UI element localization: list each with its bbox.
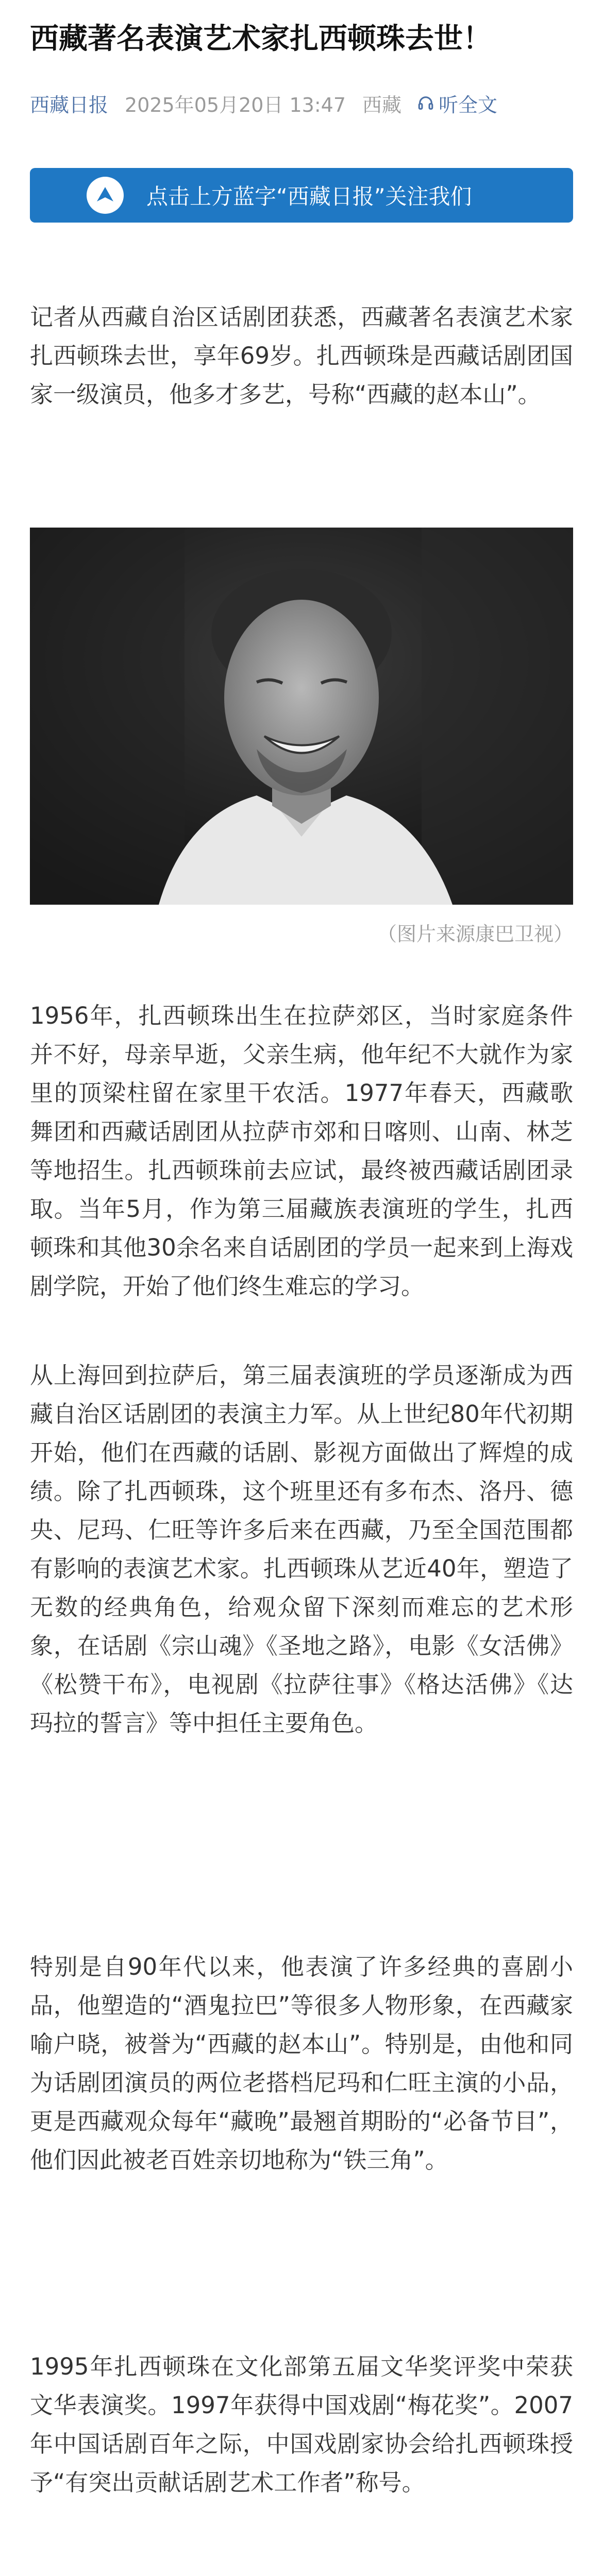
up-arrow-icon (87, 177, 124, 214)
paragraph-comedy: 特别是自90年代以来，他表演了许多经典的喜剧小品，他塑造的“酒鬼拉巴”等很多人物形象，在西藏家喻户晓，被誉为“西藏的赵本山”。特别是，由他和同为话剧团演员的两位老搭档尼玛和仁旺主演的小品，更是西藏观众每年“藏晚”最翘首期盼的“必备节目”，他们因此被老百姓亲切地称为“铁三角”。 (30, 1953, 573, 2174)
source-link[interactable]: 西藏日报 (30, 93, 109, 116)
paragraph-intro: 记者从西藏自治区话剧团获悉，西藏著名表演艺术家扎西顿珠去世，享年69岁。扎西顿珠是西藏话剧团国家一级演员，他多才多艺，号称“西藏的赵本山”。 (30, 303, 573, 408)
banner-text: 点击上方蓝字“西藏日报”关注我们 (146, 184, 472, 209)
listen-button[interactable] (417, 89, 497, 117)
paragraph-career: 从上海回到拉萨后，第三届表演班的学员逐渐成为西藏自治区话剧团的表演主力军。从上世纪80年代初期开始，他们在西藏的话剧、影视方面做出了辉煌的成绩。除了扎西顿珠，这个班里还有多布杰、洛丹、德央、尼玛、仁旺等许多后来在西藏，乃至全国范围都有影响的表演艺术家。扎西顿珠从艺近40年，塑造了无数的经典角色，给观众留下深刻而难忘的艺术形象，在话剧《宗山魂》《圣地之路》，电影《女活佛》《松赞干布》，电视剧《拉萨往事》《格达活佛》《达玛拉的誓言》等中担任主要角色。 (30, 1362, 573, 1737)
headphones-icon (417, 94, 434, 112)
follow-banner[interactable] (30, 168, 573, 223)
portrait-photo (30, 528, 573, 905)
region-label: 西藏 (362, 93, 402, 116)
article-title: 西藏著名表演艺术家扎西顿珠去世！ (30, 22, 492, 56)
article-meta (30, 88, 497, 118)
listen-label: 听全文 (439, 93, 498, 116)
paragraph-early-life: 1956年，扎西顿珠出生在拉萨郊区，当时家庭条件并不好，母亲早逝，父亲生病，他年纪不大就作为家里的顶梁柱留在家里干农活。1977年春天，西藏歌舞团和西藏话剧团从拉萨市郊和日喀则、山南、林芝等地招生。扎西顿珠前去应试，最终被西藏话剧团录取。当年5月，作为第三届藏族表演班的学生，扎西顿珠和其他30余名来自话剧团的学员一起来到上海戏剧学院，开始了他们终生难忘的学习。 (30, 1002, 573, 1300)
photo-caption: （图片来源康巴卫视） (377, 923, 573, 945)
publish-datetime: 2025年05月20日 13:47 (125, 93, 346, 116)
paragraph-awards: 1995年扎西顿珠在文化部第五届文华奖评奖中荣获文华表演奖。1997年获得中国戏剧“梅花奖”。2007年中国话剧百年之际，中国戏剧家协会给扎西顿珠授予“有突出贡献话剧艺术工作者”称号。 (30, 2353, 573, 2496)
